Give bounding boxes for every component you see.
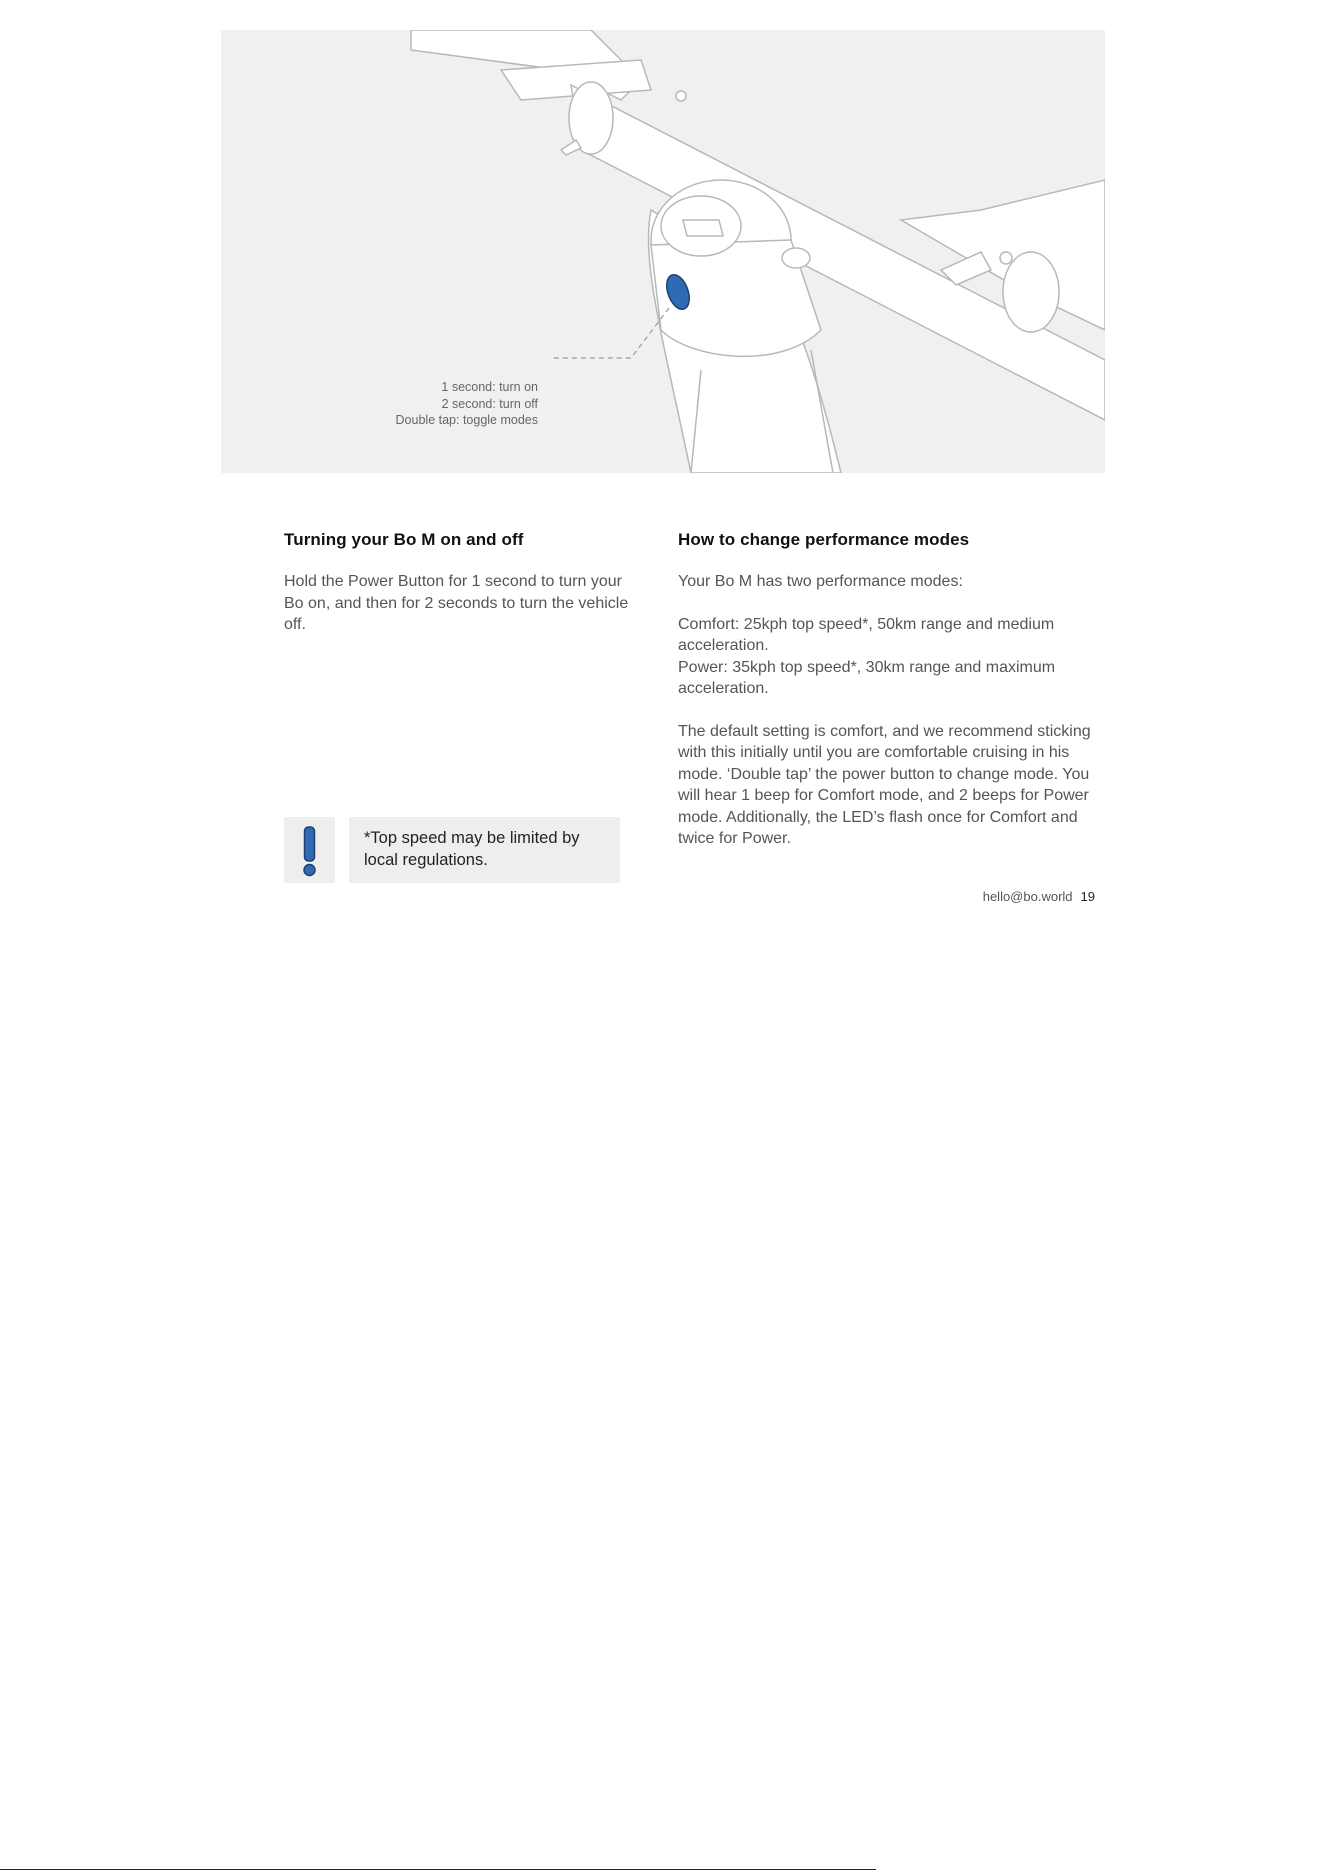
note-icon-box xyxy=(284,817,335,883)
callout-line-toggle: Double tap: toggle modes xyxy=(395,413,538,427)
comfort-mode-description: Comfort: 25kph top speed*, 50km range and medium acceleration. xyxy=(678,615,1055,654)
power-section-paragraph: Hold the Power Button for 1 second to turn your Bo on, and then for 2 seconds to turn the vehicle off. xyxy=(284,573,629,633)
footer-email: hello@bo.world xyxy=(982,889,1073,904)
callout-line-turn-off: 2 second: turn off xyxy=(441,396,538,411)
power-button-callout xyxy=(396,379,538,429)
speed-limit-note: *Top speed may be limited by local regulations. xyxy=(349,817,620,883)
bottom-rule xyxy=(0,1869,876,1870)
modes-section-heading: How to change performance modes xyxy=(678,530,970,549)
scooter-handlebar-icon xyxy=(221,30,1105,473)
callout-line-turn-on: 1 second: turn on xyxy=(441,380,538,394)
left-column xyxy=(284,530,644,636)
page-number: 19 xyxy=(1080,889,1095,904)
page-footer xyxy=(900,889,1095,904)
power-mode-description: Power: 35kph top speed*, 30km range and maximum acceleration. xyxy=(678,658,1056,697)
modes-details: The default setting is comfort, and we recommend sticking with this initially until you are comfortable cruising in his mode. ‘Double tap’ the power button to change mode. You will hear 1 beep for Comfort mode, and 2 beeps for Power mode. Additionally, the LED’s flash once for Comfort and twice for Power. xyxy=(678,722,1091,847)
power-section-heading: Turning your Bo M on and off xyxy=(284,530,524,549)
handlebar-illustration xyxy=(221,30,1105,473)
exclamation-icon xyxy=(284,817,335,883)
right-column xyxy=(678,530,1098,850)
modes-intro: Your Bo M has two performance modes: xyxy=(678,573,963,590)
